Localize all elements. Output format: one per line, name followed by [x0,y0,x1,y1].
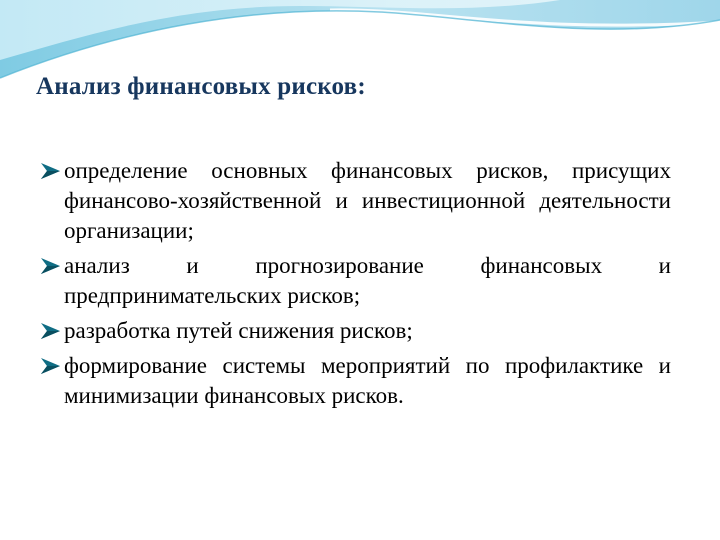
list-item [41,251,671,311]
bullet-text: разработка путей снижения рисков; [64,318,413,343]
slide-title: Анализ финансовых рисков: [36,73,366,100]
bullet-list [41,156,671,416]
arrowhead-bullet-icon [41,258,60,274]
bullet-text: формирование системы мероприятий по профилактике и минимизации финансовых рисков. [64,353,671,408]
arrowhead-bullet-icon [41,358,60,374]
bullet-text: определение основных финансовых рисков, присущих финансово-хозяйственной и инвестиционной деятельности организации; [64,158,671,243]
arrowhead-bullet-icon [41,323,60,339]
list-item [41,316,671,346]
list-item [41,156,671,246]
list-item [41,351,671,411]
arrowhead-bullet-icon [41,163,60,179]
bullet-text: анализ и прогнозирование финансовых и предпринимательских рисков; [64,253,671,308]
